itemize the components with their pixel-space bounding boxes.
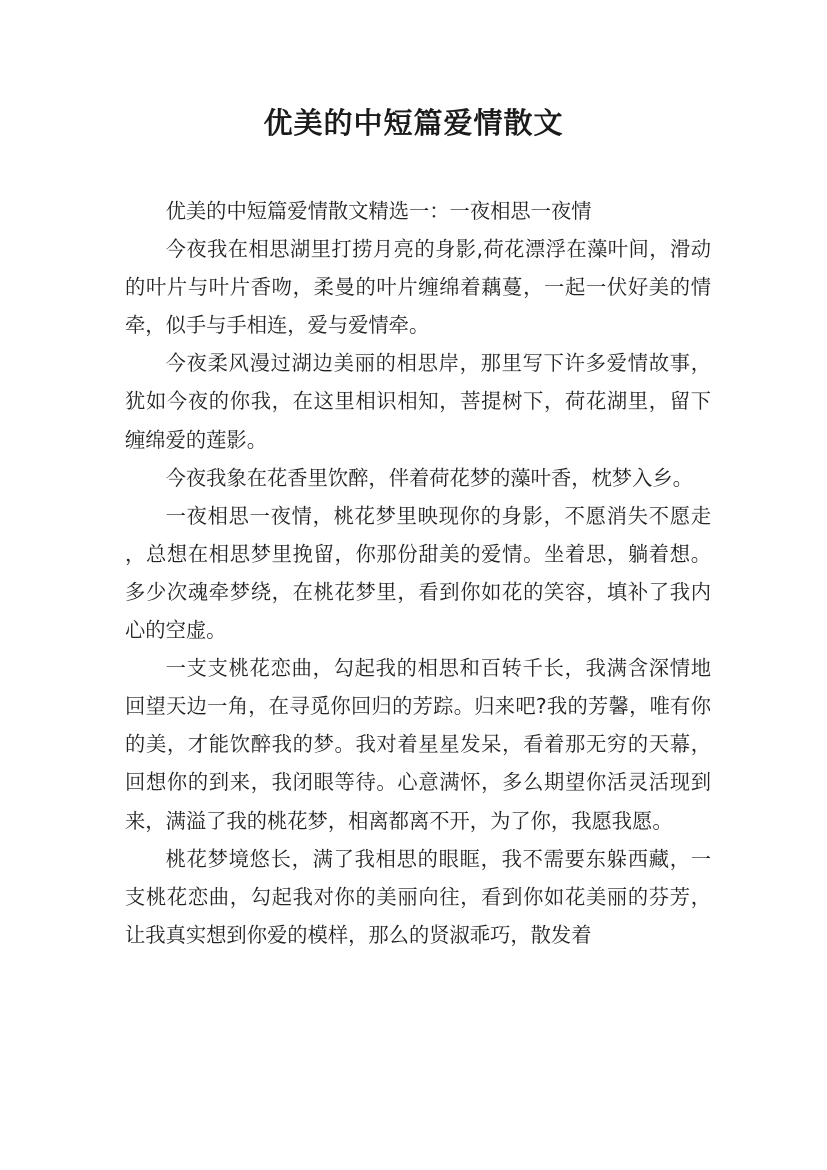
paragraph: 今夜我象在花香里饮醉，伴着荷花梦的藻叶香，枕梦入乡。 (165, 465, 693, 490)
document-title: 优美的中短篇爱情散文 (263, 106, 564, 140)
paragraph: 桃花梦境悠长，满了我相思的眼眶，我不需要东躲西藏，一支桃花恋曲，勾起我对你的美丽向往，看到你如花美丽的芬芳，让我真实想到你爱的模样，那么的贤淑乖巧，散发着 (125, 846, 711, 947)
paragraph: 一夜相思一夜情，桃花梦里映现你的身影，不愿消失不愿走，总想在相思梦里挽留，你那份甜美的爱情。坐着思，躺着想。多少次魂牵梦绕，在桃花梦里，看到你如花的笑容，填补了我内心的空虚。 (125, 503, 711, 643)
paragraph: 今夜我在相思湖里打捞月亮的身影,荷花漂浮在藻叶间，滑动的叶片与叶片香吻，柔曼的叶片缠绵着藕蔓，一起一伏好美的情牵，似手与手相连，爱与爱情牵。 (125, 237, 711, 338)
paragraph: 今夜柔风漫过湖边美丽的相思岸，那里写下许多爱情故事，犹如今夜的你我，在这里相识相知，菩提树下，荷花湖里，留下缠绵爱的莲影。 (125, 351, 711, 452)
document-body (125, 192, 711, 954)
paragraph: 优美的中短篇爱情散文精选一：一夜相思一夜情 (165, 199, 592, 223)
paragraph: 一支支桃花恋曲，勾起我的相思和百转千长，我满含深情地回望天边一角，在寻觅你回归的芳踪。归来吧?我的芳馨，唯有你的美，才能饮醉我的梦。我对着星星发呆，看着那无穷的天幕，回想你的到来，我闭眼等待。心意满怀，多么期望你活灵活现到来，满溢了我的桃花梦，相离都离不开，为了你，我愿我愿。 (125, 656, 711, 833)
